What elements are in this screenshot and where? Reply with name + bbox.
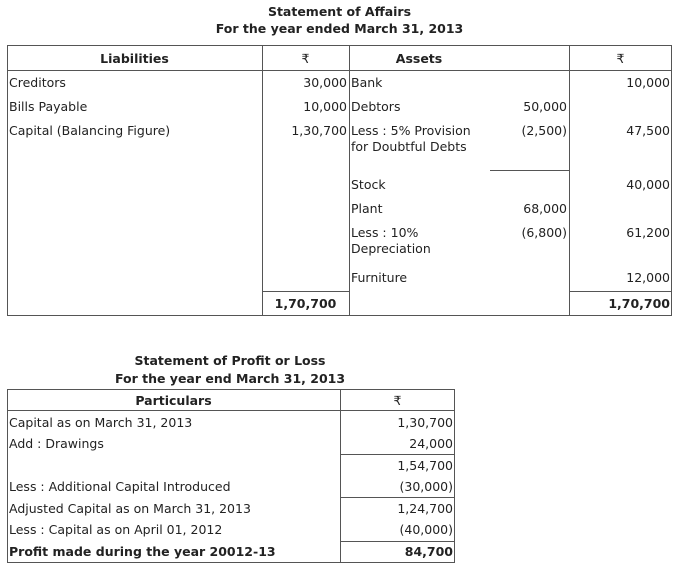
affairs-title: Statement of Affairs (267, 4, 412, 19)
liability-capital-label: Capital (Balancing Figure) (9, 123, 171, 138)
profit-row-amount: 1,30,700 (397, 415, 453, 430)
asset-plant-label: Plant (351, 201, 383, 216)
asset-provision-label: Less : 5% Provision for Doubtful Debts (351, 123, 471, 154)
profit-row-label: Capital as on March 31, 2013 (9, 415, 193, 430)
profit-row-label: Profit made during the year 20012-13 (9, 544, 276, 559)
header-rupee-liabilities: ₹ (301, 51, 310, 66)
asset-furniture-total: 12,000 (626, 270, 670, 285)
header-liabilities: Liabilities (100, 51, 169, 66)
liability-creditors-amount: 30,000 (303, 75, 347, 90)
profit-row-amount: (30,000) (399, 479, 453, 494)
profit-row-amount: 1,54,700 (397, 458, 453, 473)
asset-depreciation-sub: (6,800) (521, 225, 567, 240)
asset-provision-sub: (2,500) (521, 123, 567, 138)
asset-stock-total: 40,000 (626, 177, 670, 192)
profit-row-label: Less : Additional Capital Introduced (9, 479, 231, 494)
profit-row-label: Adjusted Capital as on March 31, 2013 (9, 501, 251, 516)
asset-plant-total: 61,200 (626, 225, 670, 240)
header-particulars: Particulars (135, 393, 212, 408)
asset-debtors-label: Debtors (351, 99, 401, 114)
header-rupee-profit: ₹ (393, 393, 402, 408)
asset-furniture-label: Furniture (351, 270, 408, 285)
affairs-subtitle: For the year ended March 31, 2013 (215, 21, 464, 36)
liability-capital-amount: 1,30,700 (291, 123, 347, 138)
profit-row-amount: (40,000) (399, 522, 453, 537)
profit-row-amount: 1,24,700 (397, 501, 453, 516)
liability-bills-payable-label: Bills Payable (9, 99, 88, 114)
asset-debtors-total: 47,500 (626, 123, 670, 138)
assets-total: 1,70,700 (608, 296, 670, 311)
profit-row-amount: 24,000 (409, 436, 453, 451)
asset-debtors-sub: 50,000 (523, 99, 567, 114)
asset-bank-total: 10,000 (626, 75, 670, 90)
asset-stock-label: Stock (351, 177, 386, 192)
header-assets: Assets (395, 51, 443, 66)
liability-creditors-label: Creditors (9, 75, 66, 90)
profit-subtitle: For the year end March 31, 2013 (114, 371, 346, 386)
liabilities-total: 1,70,700 (274, 296, 337, 311)
profit-row-label: Add : Drawings (9, 436, 104, 451)
profit-row-amount: 84,700 (404, 544, 453, 559)
header-rupee-assets: ₹ (616, 51, 625, 66)
asset-depreciation-label: Less : 10% Depreciation (351, 225, 431, 256)
profit-row-label: Less : Capital as on April 01, 2012 (9, 522, 223, 537)
liability-bills-payable-amount: 10,000 (303, 99, 347, 114)
profit-title: Statement of Profit or Loss (134, 353, 326, 368)
asset-plant-sub: 68,000 (523, 201, 567, 216)
asset-bank-label: Bank (351, 75, 383, 90)
